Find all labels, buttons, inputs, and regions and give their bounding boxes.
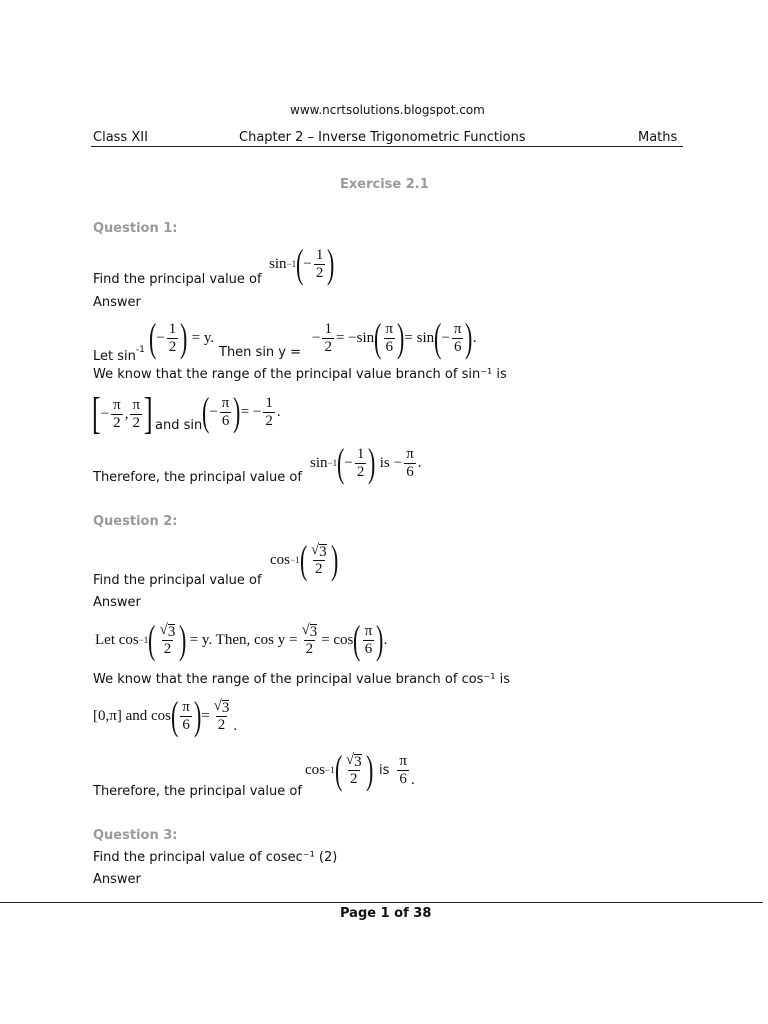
q1-let-expression: ( − $\frac{1}{2}$ ) = y. <box>148 315 215 360</box>
q1-therefore-text: Therefore, the principal value of <box>93 470 302 485</box>
q3-prompt: Find the principal value of cosec⁻¹ (2) <box>93 850 338 865</box>
q1-and-sin-text: and sin <box>155 418 203 433</box>
q2-result-expression: cos −1 ( √ 3 2 ) is $\frac{\pi}{6}$ . <box>305 747 415 792</box>
q1-then-text: Then sin y = <box>219 345 302 360</box>
site-url: www.ncrtsolutions.blogspot.com <box>290 103 485 117</box>
q1-and-sin-expression: ( − $\frac{\pi}{6}$ ) = − $\frac{1}{2}$ . <box>201 389 281 434</box>
q1-range-interval: [ − $\frac{\pi}{2}$ , $\frac{\pi}{2}$ ] <box>91 389 153 438</box>
q2-interval-expression: [0,π] and cos ( $\frac{\pi}{6}$ ) = √ 3 2 . <box>93 693 238 738</box>
q2-prompt: Find the principal value of <box>93 573 262 588</box>
q1-prompt-expression: sin −1 ( − $\frac{1}{2}$ ) <box>269 241 335 286</box>
page-number: Page 1 of 38 <box>340 906 432 921</box>
q1-let-text: Let $\sin^{-1}$ <box>93 345 145 364</box>
q1-heading: Question 1: <box>93 221 178 236</box>
q2-range-text: We know that the range of the principal value branch of cos⁻¹ is <box>93 672 511 687</box>
q2-prompt-expression: cos −1 ( √ 3 2 ) <box>270 537 338 582</box>
q2-let-expression: Let cos −1 ( √ 3 2 ) = y. Then, cos y = √ 3 2 = cos ( $\frac{\pi}{6}$ ) . <box>95 617 388 662</box>
q2-heading: Question 2: <box>93 514 178 529</box>
q3-answer-label: Answer <box>93 872 141 887</box>
q1-then-expression: − $\frac{1}{2}$ = −sin ( $\frac{\pi}{6}$ ) = sin ( − $\frac{\pi}{6}$ ) . <box>312 315 477 360</box>
q1-result-expression: sin −1 ( − $\frac{1}{2}$ ) is − $\frac{\pi}{6}$ . <box>310 440 422 485</box>
q2-therefore-text: Therefore, the principal value of <box>93 784 302 799</box>
header-rule <box>91 146 683 147</box>
chapter-title: Chapter 2 – Inverse Trigonometric Functions <box>239 130 526 145</box>
class-label: Class XII <box>93 130 148 145</box>
q1-answer-label: Answer <box>93 295 141 310</box>
q1-range-text: We know that the range of the principal value branch of sin⁻¹ is <box>93 367 507 382</box>
footer-rule <box>0 902 763 903</box>
q1-prompt: Find the principal value of <box>93 272 262 287</box>
subject-label: Maths <box>638 130 678 145</box>
q3-heading: Question 3: <box>93 828 178 843</box>
exercise-title: Exercise 2.1 <box>340 177 429 192</box>
q2-answer-label: Answer <box>93 595 141 610</box>
